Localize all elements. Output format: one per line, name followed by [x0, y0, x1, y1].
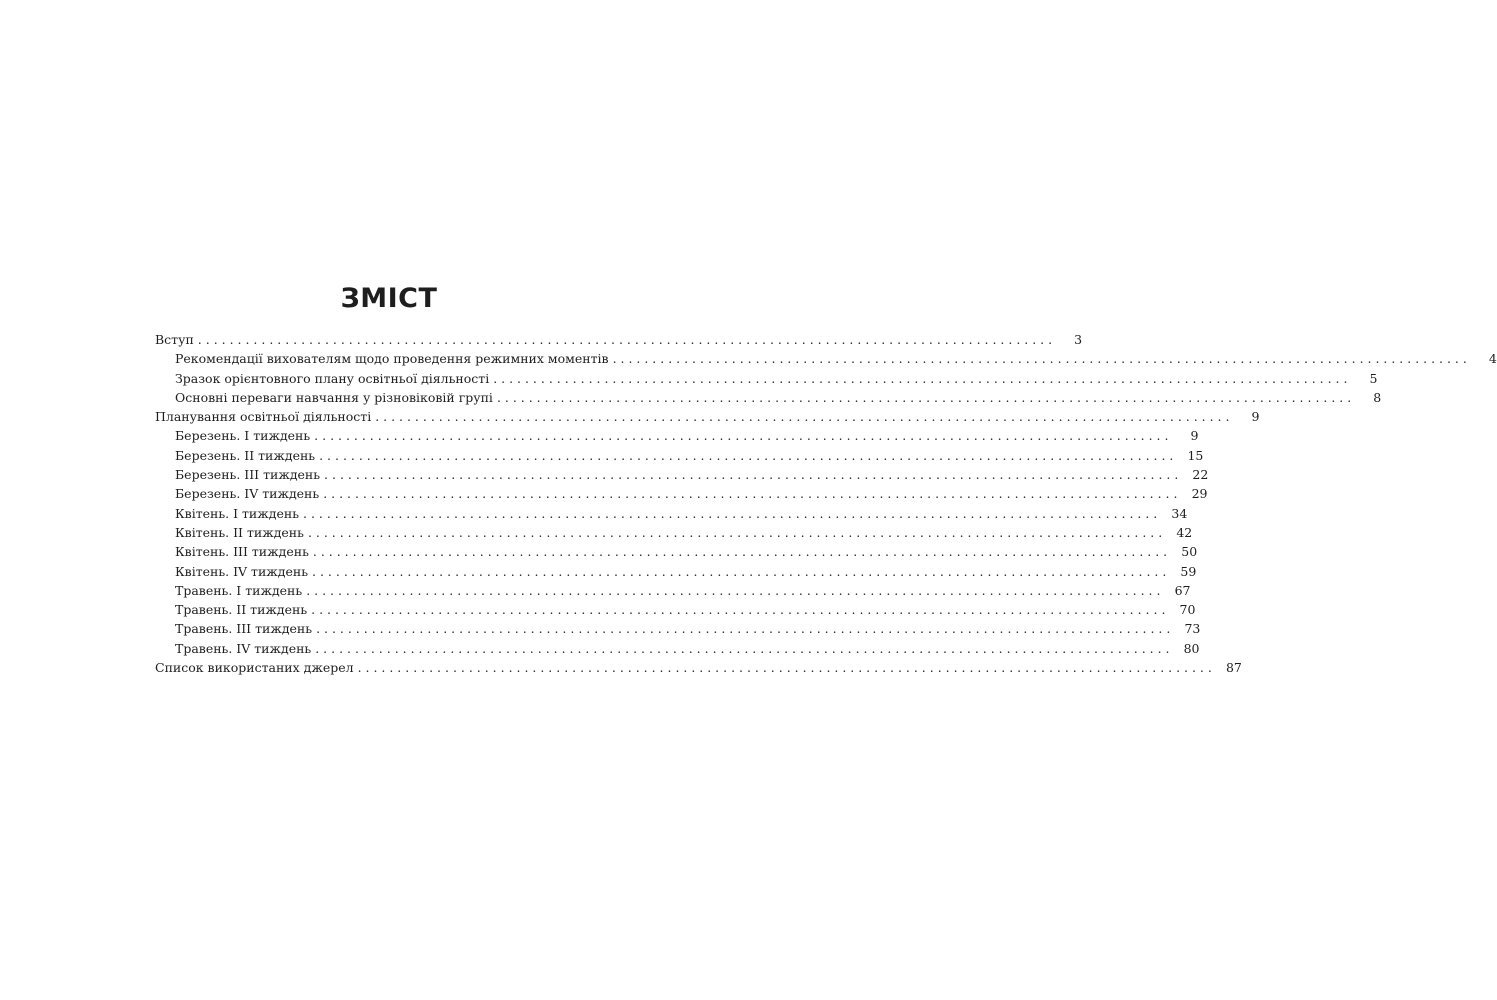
toc-entry-label: Планування освітньої діяльності	[155, 409, 372, 425]
toc-entry-label: Вступ	[155, 332, 194, 347]
toc-entry[interactable]	[155, 562, 1197, 581]
toc-entry-page-number: 15	[1187, 447, 1204, 463]
toc-entry-label: Основні переваги навчання у різновіковій групі	[175, 389, 493, 405]
toc-entry[interactable]	[155, 523, 1193, 542]
toc-entry-label: Квітень. ІІІ тиждень	[175, 544, 309, 560]
toc-entry-label: Зразок орієнтовного плану освітньої діяльності	[175, 370, 490, 386]
toc-entry-label: Список використаних джерел	[155, 660, 354, 676]
toc-entry-page-number: 4	[1488, 351, 1497, 367]
toc-leader-dots	[316, 619, 1176, 638]
table-of-contents	[155, 330, 1497, 677]
toc-entry[interactable]	[155, 619, 1201, 638]
page-title: ЗМІСТ	[340, 283, 438, 314]
toc-leader-dots	[315, 639, 1175, 658]
toc-leader-dots	[319, 446, 1179, 465]
toc-entry-page-number: 22	[1192, 467, 1209, 483]
toc-entry[interactable]	[155, 330, 1083, 349]
toc-entry[interactable]	[155, 465, 1209, 484]
toc-entry-label: Березень. ІІІ тиждень	[175, 467, 321, 483]
toc-entry[interactable]	[155, 581, 1191, 600]
toc-leader-dots	[303, 504, 1163, 523]
toc-entry-label: Квітень. І тиждень	[175, 505, 299, 521]
toc-entry[interactable]	[155, 407, 1260, 426]
toc-entry-page-number: 73	[1184, 621, 1201, 637]
toc-entry-page-number: 34	[1171, 505, 1188, 521]
toc-entry[interactable]	[155, 426, 1199, 445]
toc-leader-dots	[375, 407, 1235, 426]
toc-leader-dots	[308, 523, 1168, 542]
toc-entry[interactable]	[155, 349, 1497, 368]
toc-entry-page-number: 42	[1176, 524, 1193, 540]
toc-entry-page-number: 8	[1373, 389, 1382, 405]
toc-leader-dots	[312, 562, 1172, 581]
toc-entry-label: Рекомендації вихователям щодо проведення режимних моментів	[175, 351, 609, 367]
toc-entry-page-number: 9	[1251, 409, 1260, 425]
toc-entry-page-number: 87	[1225, 660, 1242, 676]
toc-leader-dots	[613, 349, 1473, 368]
toc-entry[interactable]	[155, 388, 1382, 407]
toc-entry[interactable]	[155, 600, 1196, 619]
toc-leader-dots	[493, 369, 1353, 388]
toc-entry-label: Березень. IV тиждень	[175, 486, 320, 502]
toc-entry-label: Травень. І тиждень	[175, 582, 303, 598]
toc-entry-page-number: 59	[1180, 563, 1197, 579]
toc-entry[interactable]	[155, 542, 1198, 561]
toc-entry-label: Травень. ІІ тиждень	[175, 602, 308, 618]
toc-entry-page-number: 50	[1181, 544, 1198, 560]
toc-entry-page-number: 70	[1179, 602, 1196, 618]
toc-entry[interactable]	[155, 484, 1208, 503]
toc-entry-label: Травень. IV тиждень	[175, 640, 312, 656]
toc-entry[interactable]	[155, 658, 1242, 677]
toc-entry-label: Березень. ІІ тиждень	[175, 447, 316, 463]
toc-entry-page-number: 80	[1183, 640, 1200, 656]
toc-entry-page-number: 9	[1190, 428, 1199, 444]
toc-entry[interactable]	[155, 369, 1378, 388]
toc-entry-label: Квітень. ІІ тиждень	[175, 524, 304, 540]
toc-leader-dots	[358, 658, 1218, 677]
toc-leader-dots	[497, 388, 1357, 407]
toc-leader-dots	[323, 484, 1183, 503]
toc-entry-label: Травень. ІІІ тиждень	[175, 621, 313, 637]
toc-leader-dots	[306, 581, 1166, 600]
toc-leader-dots	[311, 600, 1171, 619]
toc-entry-label: Березень. І тиждень	[175, 428, 311, 444]
toc-leader-dots	[314, 426, 1174, 445]
toc-leader-dots	[324, 465, 1184, 484]
toc-leader-dots	[313, 542, 1173, 561]
toc-entry-page-number: 29	[1191, 486, 1208, 502]
toc-entry-label: Квітень. IV тиждень	[175, 563, 309, 579]
toc-entry[interactable]	[155, 639, 1200, 658]
toc-entry[interactable]	[155, 504, 1188, 523]
toc-entry-page-number: 3	[1074, 332, 1083, 347]
toc-entry[interactable]	[155, 446, 1204, 465]
toc-entry-page-number: 67	[1174, 582, 1191, 598]
toc-leader-dots	[198, 330, 1058, 349]
toc-entry-page-number: 5	[1369, 370, 1378, 386]
